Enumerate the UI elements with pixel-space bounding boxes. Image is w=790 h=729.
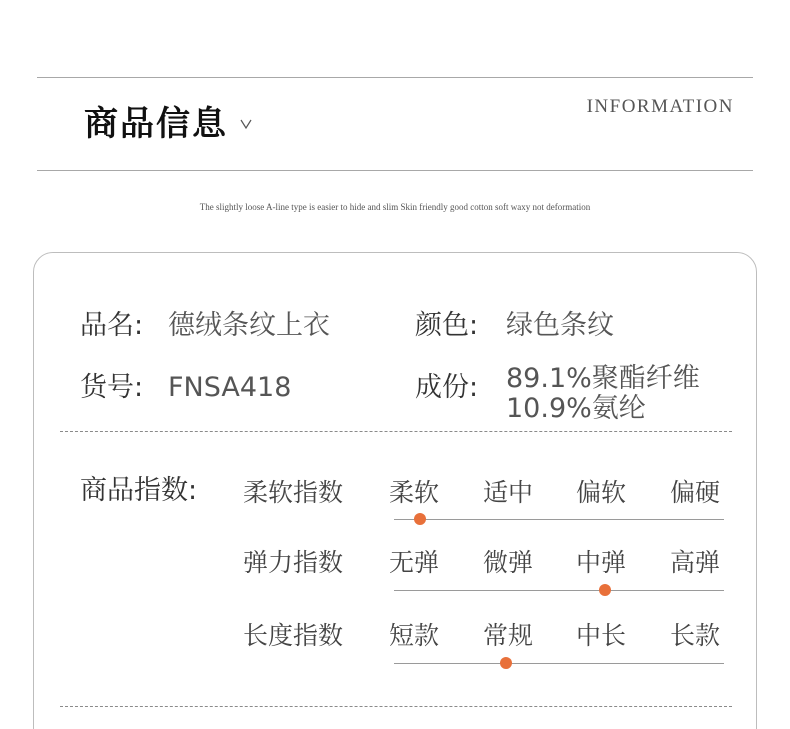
sku-value: FNSA418 [168,372,292,403]
index-track [394,519,724,520]
color-value: 绿色条纹 [506,310,614,341]
dashed-divider [60,431,732,432]
index-option: 无弹 [388,548,439,577]
index-option: 偏软 [575,478,626,507]
material-line-1: 89.1%聚酯纤维 [506,363,700,394]
index-name: 柔软指数 [243,478,344,507]
name-value: 德绒条纹上衣 [168,310,330,341]
chevron-down-icon [240,118,252,130]
index-option: 长款 [669,621,720,650]
material-label: 成份: [415,372,479,403]
name-label: 品名: [80,310,144,341]
index-option: 适中 [482,478,533,507]
dashed-divider-bottom [60,706,732,707]
index-track [394,663,724,664]
english-title: INFORMATION [586,96,734,117]
index-option: 常规 [482,621,533,650]
color-label: 颜色: [415,310,479,341]
index-option: 偏硬 [669,478,720,507]
index-option: 微弹 [482,548,533,577]
index-option: 中弹 [575,548,626,577]
index-option: 中长 [575,621,626,650]
index-track [394,590,724,591]
index-option: 高弹 [669,548,720,577]
material-line-2: 10.9%氨纶 [506,393,646,424]
index-option: 柔软 [388,478,439,507]
index-option: 短款 [388,621,439,650]
section-title: 商品信息 [84,104,228,144]
index-name: 弹力指数 [243,548,344,577]
index-name: 长度指数 [243,621,344,650]
bottom-divider [37,170,753,171]
index-title: 商品指数: [80,475,198,506]
subtitle: The slightly loose A-line type is easier to hide and slim Skin friendly good cotton soft waxy not deformation [199,202,591,212]
sku-label: 货号: [80,372,144,403]
top-divider [37,77,753,78]
